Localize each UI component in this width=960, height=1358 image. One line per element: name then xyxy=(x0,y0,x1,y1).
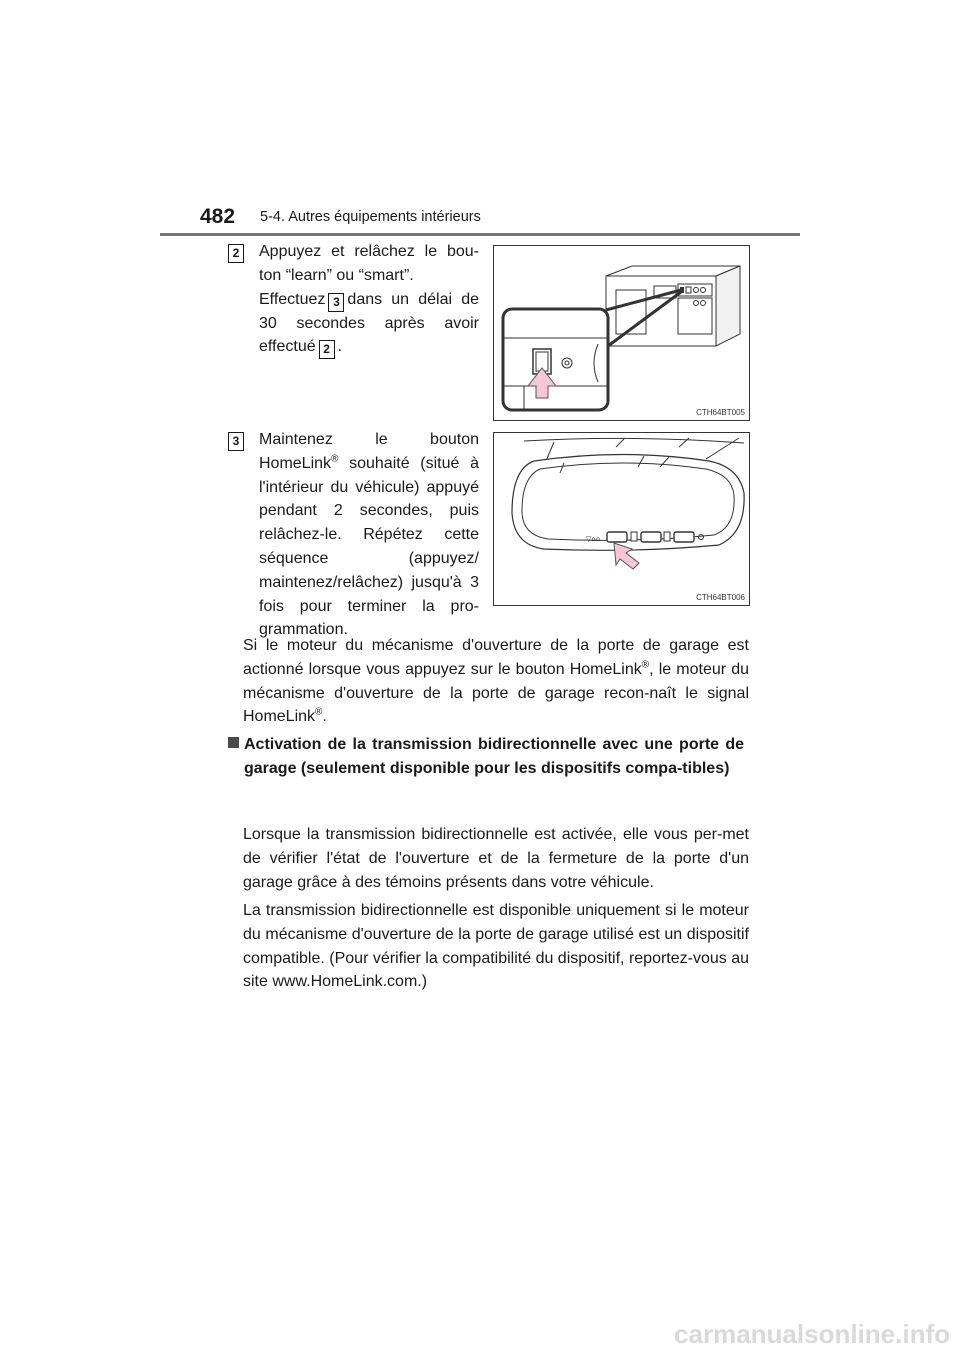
section-heading-text: Activation de la transmission bidirectionnelle avec une porte de garage (seulement disponible pour les dispositifs compa-tibles) xyxy=(244,736,744,777)
paragraph-1-text: Lorsque la transmission bidirectionnelle est activée, elle vous per-met de vérifier l'état de l'ouverture et de la fermeture de la porte d'un garage grâce à des témoins présents dans votre véhicule. xyxy=(243,826,749,891)
note-text-b: , le moteur du mécanisme d'ouverture de la porte de garage recon-naît le signal HomeLink xyxy=(243,660,749,726)
step-3-text xyxy=(259,428,479,642)
svg-text:▽⌂⌂: ▽⌂⌂ xyxy=(586,535,601,543)
step-2-text-c: . xyxy=(337,338,343,356)
registered-mark: ® xyxy=(315,707,323,719)
step-2-line-1: Appuyez et relâchez le bou-ton “learn” ou “smart”. xyxy=(259,243,479,284)
figure-code: CTH64BT006 xyxy=(696,593,745,602)
section-heading xyxy=(228,733,749,780)
note-paragraph xyxy=(243,634,749,729)
step-2-text-a: Effectuez xyxy=(259,290,326,308)
figure-code: CTH64BT005 xyxy=(696,408,745,417)
step-2-line-2 xyxy=(259,288,479,360)
figure-rearview-mirror xyxy=(493,432,750,606)
step-3-paragraph xyxy=(259,428,479,642)
step-3-text-a: Maintenez le bouton HomeLink xyxy=(259,431,479,472)
homelink-note xyxy=(243,634,749,729)
step-number-badge: 2 xyxy=(228,244,244,263)
garage-opener-learn-button-illustration-icon xyxy=(494,246,749,420)
registered-mark: ® xyxy=(331,453,339,465)
paragraph-2-text: La transmission bidirectionnelle est disponible uniquement si le moteur du mécanisme d'ouverture de la porte de garage utilisé est un dispositif compatible. (Pour vérifier la compatibilité du dispositif, reportez-vous au site www.HomeLink.com.) xyxy=(243,902,750,991)
watermark: carmanualsonline.info xyxy=(674,1319,950,1349)
section-paragraph-1 xyxy=(243,823,749,894)
step-3-text-b: souhaité (situé à l'intérieur du véhicule) appuyé pendant 2 secondes, puis relâchez-le. Répétez cette séquence (appuyez/ maintenez/relâchez) jusqu'à 3 fois pour terminer la pro-grammation. xyxy=(259,454,479,639)
rearview-mirror-homelink-buttons-illustration-icon xyxy=(494,433,749,605)
note-text-c: . xyxy=(322,708,327,726)
registered-mark: ® xyxy=(641,659,650,671)
step-number-badge: 3 xyxy=(228,432,244,451)
page-number: 482 xyxy=(200,205,236,228)
step-ref-badge: 2 xyxy=(319,340,335,359)
step-2-text-b: dans un délai de 30 secondes après avoir effectué xyxy=(259,290,479,356)
step-2-text xyxy=(259,240,479,359)
figure-garage-opener xyxy=(493,245,750,421)
square-bullet-icon xyxy=(228,737,239,748)
page-header xyxy=(0,0,960,240)
section-paragraph-2 xyxy=(243,899,749,994)
header-rule xyxy=(160,233,800,236)
step-ref-badge: 3 xyxy=(328,293,344,312)
note-text-a: Si le moteur du mécanisme d'ouverture de la porte de garage est actionné lorsque vous appuyez sur le bouton HomeLink xyxy=(243,637,749,678)
section-title: 5-4. Autres équipements intérieurs xyxy=(260,209,481,225)
